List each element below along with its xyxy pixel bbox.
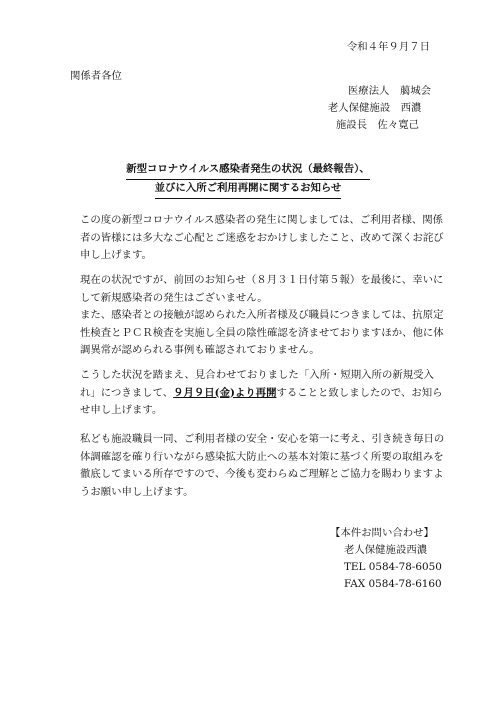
paragraph-testing: また、感染者との接触が認められた入所者様及び職員につきましては、抗原定性検査とＰＣＲ検査を実施し全員の陰性確認を済ませておりますほか、他に体調異常が認められる事例も確認されておりません。 xyxy=(80,309,444,356)
sender-facility: 老人保健施設 西濃 xyxy=(327,102,422,114)
paragraph-apology: この度の新型コロナウイルス感染者の発生に関しましては、ご利用者様、関係者の皆様には多大なご心配とご迷惑をおかけしましたこと、改めて深くお詫び申し上げます。 xyxy=(80,214,444,261)
sender-organization: 医療法人 﨟城会 xyxy=(347,85,431,97)
document-title-line2: 並びに入所ご利用再開に関するお知らせ xyxy=(0,179,496,199)
document-date: 令和４年９月７日 xyxy=(346,41,430,53)
document-title-line1: 新型コロナウイルス感染者発生の状況（最終報告）、 xyxy=(0,160,496,180)
addressee: 関係者各位 xyxy=(70,70,122,82)
resumption-date: ９月９日(金)より再開 xyxy=(173,386,277,399)
paragraph-resumption: こうした状況を踏まえ、見合わせておりました「入所・短期入所の新規受入れ」につきまして、９月９日(金)より再開することと致しましたので、お知らせ申し上げます。 xyxy=(80,369,443,416)
contact-heading: 【本件お問い合わせ】 xyxy=(330,527,434,539)
sender-director: 施設長 佐々寛己 xyxy=(335,119,419,131)
sender-block xyxy=(328,83,431,134)
contact-facility: 老人保健施設西濃 xyxy=(344,544,428,556)
contact-fax: FAX 0584-78-6160 xyxy=(344,578,442,590)
contact-block xyxy=(330,525,442,593)
contact-tel: TEL 0584-78-6050 xyxy=(344,561,442,573)
paragraph-status: 現在の状況ですが、前回のお知らせ（８月３１日付第５報）を最後に、幸いにして新規感染者の発生はございません。 xyxy=(80,274,444,304)
paragraph-closing: 私ども施設職員一同、ご利用者様の安全・安心を第一に考え、引き続き毎日の体調確認を確り行いながら感染拡大防止への基本対策に基づく所要の取組みを徹底してまいる所存ですので、今後も変わらぬご理解とご協力を賜わりますようお願い申し上げます。 xyxy=(80,433,445,498)
